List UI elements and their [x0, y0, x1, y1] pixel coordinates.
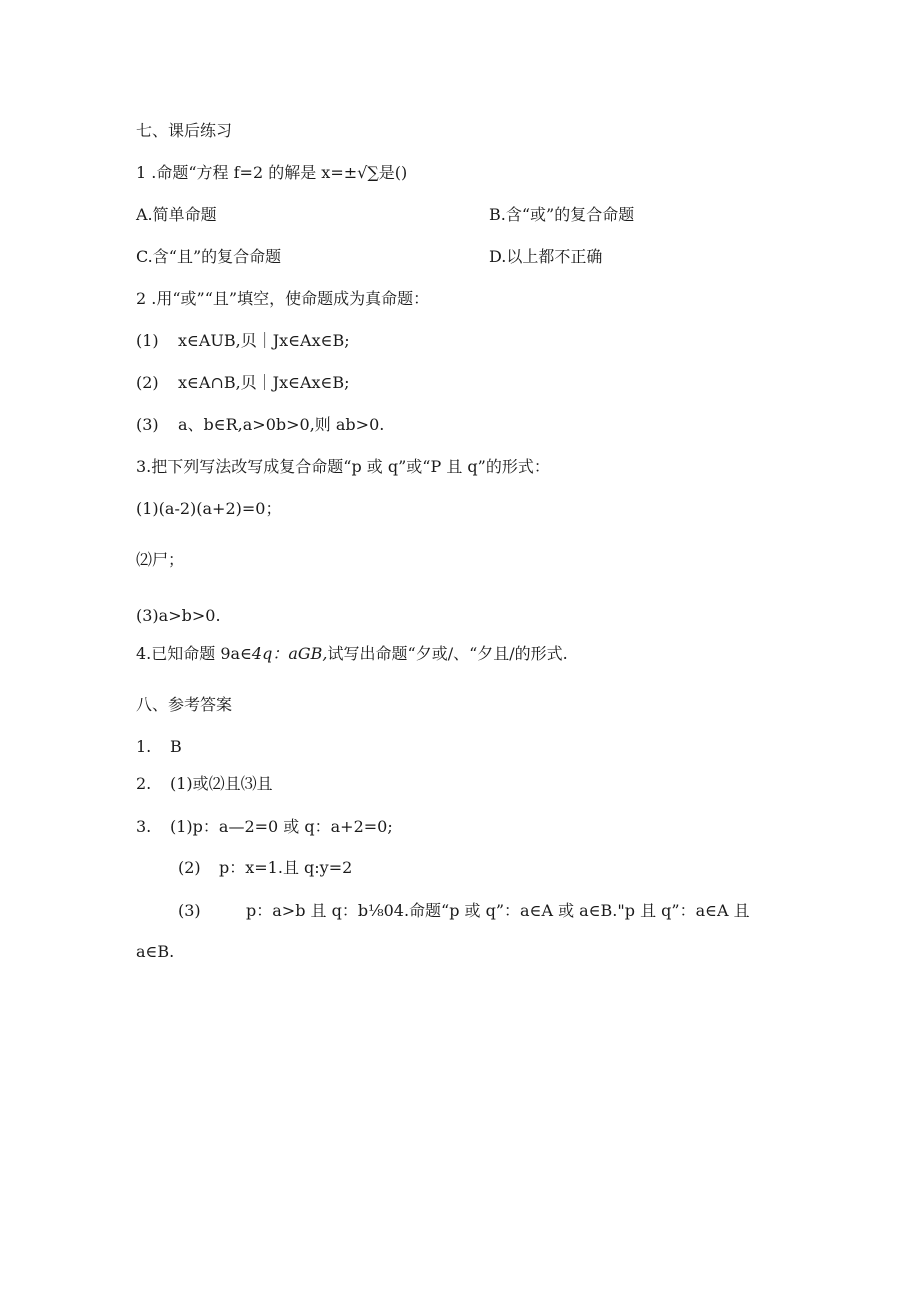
q4-suffix: 试写出命题“夕或/、“夕且/的形式. — [327, 644, 568, 663]
q3-item-1: (1)(a-2)(a+2)=0； — [136, 499, 282, 518]
q2-item-3-text: a、b∈R,a>0b>0,则 ab>0. — [178, 415, 385, 434]
answer-1-text: B — [170, 737, 182, 756]
q3-item-3: (3)a>b>0. — [136, 606, 221, 625]
answer-3-sub3-number: (3) — [178, 901, 201, 920]
q3-item-2: ⑵尸； — [136, 550, 185, 569]
q2-item-2-text: x∈A∩B,贝｜Jx∈Ax∈B; — [178, 373, 350, 392]
answer-3-sub3-continuation: a∈B. — [136, 942, 175, 961]
q2-stem: 2 .用“或”“且”填空，使命题成为真命题： — [136, 289, 430, 308]
q2-item-3-number: (3) — [136, 415, 159, 434]
answer-3-sub3-text: p：a>b 且 q：b⅛04.命题“p 或 q”：a∈A 或 a∈B."p 且 q”：a∈A 且 — [246, 901, 750, 920]
q2-item-1-text: x∈AUB,贝｜Jx∈Ax∈B; — [178, 331, 350, 350]
answer-1-number: 1. — [136, 737, 152, 756]
q4-prefix: 4.已知命题 9a∈ — [136, 644, 252, 663]
q4-italic-part: 4q：aGB, — [251, 644, 328, 663]
answer-3-number: 3. — [136, 817, 152, 836]
q1-stem: 1 .命题“方程 f=2 的解是 x=±√∑是() — [136, 163, 408, 182]
answer-3-text: (1)p：a—2=0 或 q：a+2=0; — [170, 817, 393, 836]
section-heading-exercises: 七、课后练习 — [136, 121, 233, 140]
q1-option-b: B.含“或”的复合命题 — [489, 205, 635, 224]
q1-option-c: C.含“且”的复合命题 — [136, 247, 282, 266]
section-heading-answers: 八、参考答案 — [136, 695, 233, 714]
answer-2-text: (1)或⑵且⑶且 — [170, 774, 273, 793]
q2-item-2-number: (2) — [136, 373, 159, 392]
answer-3-sub2-text: p：x=1.且 q:y=2 — [219, 858, 353, 877]
q1-option-d: D.以上都不正确 — [489, 247, 603, 266]
q1-option-a: A.简单命题 — [136, 205, 217, 224]
q2-item-1-number: (1) — [136, 331, 159, 350]
q3-stem: 3.把下列写法改写成复合命题“p 或 q”或“P 且 q”的形式： — [136, 457, 550, 476]
q4-stem — [136, 644, 568, 664]
answer-2-number: 2. — [136, 774, 152, 793]
answer-3-sub2-number: (2) — [178, 858, 201, 877]
